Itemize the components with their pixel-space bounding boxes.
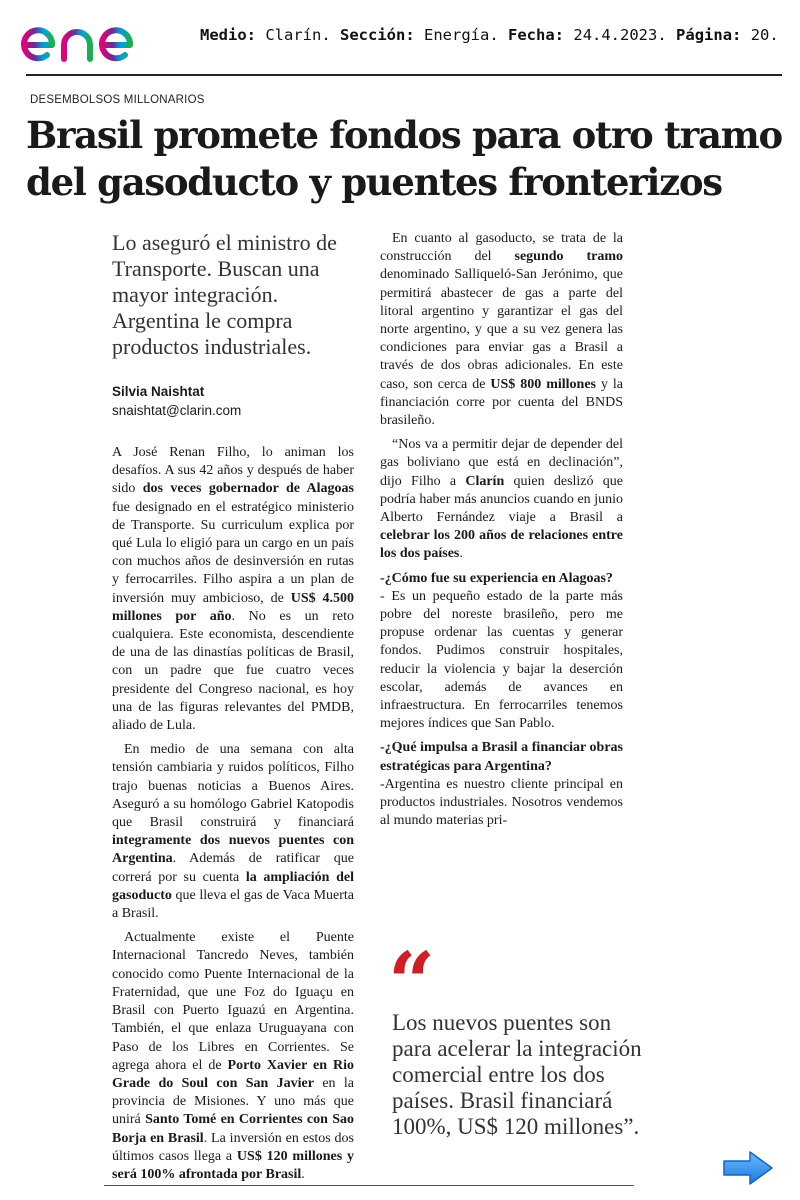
interview-answer-1: - Es un pequeño estado de la parte más pobre del noreste brasileño, pero me propuse ordenar las cuentas y generar fondos. Pudimos construir hospitales, reducir la violencia y bajar la deserción escolar, además de avances en infraestructura. En ferrocarriles tenemos mejores índices que San Pablo. [380, 588, 623, 732]
kicker: DESEMBOLSOS MILLONARIOS [30, 94, 205, 106]
headline-line-2: del gasoducto y puentes fronterizos [26, 160, 722, 204]
medio-label: Medio: [200, 26, 256, 44]
pagina-label: Página: [676, 26, 742, 44]
quote-mark-icon: “ [388, 935, 436, 1031]
p1-text-a: A José Renan Filho, lo animan los desafíos. A sus 42 años y después de haber sido [112, 445, 354, 497]
p1-bold-b: dos veces gobernador de Alagoas [142, 481, 355, 497]
p3-bold-b: Porto Xavier en Rio Grade do Soul con San Javier [112, 1057, 354, 1091]
enel-logo [16, 8, 181, 66]
p4-text-e: y la financiación corre por cuenta del BNDS brasileño. [380, 376, 623, 429]
p5-text-a: “Nos va a permitir dejar de depender del gas boliviano que está en declinación”, dijo Filho a [380, 437, 623, 489]
p1-text-c: fue designado en el estratégico ministerio de Transporte. Su curriculum explica por qué Lula lo eligió para un cargo en un país con muchos años de desinversión en rutas y ferrocarriles. Filho aspira a un plan de inversión muy ambicioso, de [112, 499, 354, 606]
p5-bold-b: Clarín [465, 473, 505, 489]
p3-text-a: Actualmente existe el Puente Internacional Tancredo Neves, también conocido como Puente Internacional de la Fraternidad, que une Foz do Iguaçu en Brasil con Puerto Iguazú en Argentina. También, el que enlaza Uruguayana con Paso de los Libres en Corrientes. Se agrega ahora el de [112, 930, 354, 1073]
p3-bold-f: US$ 120 millones y será 100% afrontada por Brasil [112, 1148, 354, 1182]
body-text-col2 [380, 230, 623, 831]
headline [26, 112, 786, 206]
subhead: Lo aseguró el ministro de Transporte. Buscan una mayor integración. Argentina le compra productos industriales. [112, 230, 337, 359]
interview-answer-2: -Argentina es nuestro cliente principal en productos industriales. Nosotros vendemos al mundo materias pri- [380, 776, 623, 829]
p3-text-e: . La inversión en estos dos últimos casos llega a [112, 1130, 354, 1164]
p4-bold-d: US$ 800 millones [490, 376, 596, 392]
pagina-value: 20. [750, 26, 779, 44]
interview-question-1: -¿Cómo fue su experiencia en Alagoas? [380, 570, 613, 586]
article-column-1 [112, 230, 354, 1190]
article-column-2 [380, 230, 623, 837]
footer-divider [104, 1185, 634, 1186]
masthead-line [200, 26, 779, 44]
p3-text-c: en la provincia de Misiones. Y uno más que unirá [112, 1075, 354, 1128]
seccion-label: Sección: [340, 26, 415, 44]
author-email: snaishtat@clarin.com [112, 403, 242, 418]
pull-quote: Los nuevos puentes son para acelerar la integración comercial entre los dos países. Brasil financiará 100%, US$ 120 millones”. [392, 1010, 642, 1139]
p4-text-c: denominado Salliqueló-San Jerónimo, que permitirá abastecer de gas a parte del litoral argentino y garantizar el gas del norte argentino, y que a su vez genera las condiciones para enviar gas a Brasil a través de dos obras adicionales. En este caso, son cerca de [380, 267, 623, 392]
interview-question-2: -¿Qué impulsa a Brasil a financiar obras estratégicas para Argentina? [380, 740, 623, 774]
p2-bold-d: la ampliación del gasoducto [112, 869, 354, 903]
medio-value: Clarín. [265, 26, 331, 44]
right-arrow-icon[interactable] [722, 1149, 774, 1187]
paragraph-4 [380, 230, 623, 430]
headline-line-1: Brasil promete fondos para otro tramo [26, 113, 782, 157]
p5-text-e: . [459, 546, 463, 562]
fecha-label: Fecha: [508, 26, 565, 44]
p2-bold-b: integramente dos nuevos puentes con Argentina [112, 833, 354, 867]
p3-bold-d: Santo Tomé en Corrientes con Sao Borja en Brasil [112, 1112, 354, 1146]
header-divider [26, 74, 782, 76]
p2-text-c: . Además de ratificar que correrá por su cuenta [112, 851, 354, 885]
p5-bold-d: celebrar los 200 años de relaciones entre los dos países [380, 528, 623, 562]
p1-text-e: . No es un reto cualquiera. Este economista, descendiente de una de las dinastías políticas de Brasil, con un padre que fue cuatro veces presidente del Congreso nacional, es hoy una de las figuras relevantes del PMDB, aliado de Lula. [112, 608, 354, 734]
fecha-value: 24.4.2023. [573, 26, 667, 44]
p2-text-e: que lleva el gas de Vaca Muerta a Brasil. [112, 887, 354, 922]
paragraph-5 [380, 436, 623, 563]
p4-bold-b: segundo tramo [514, 249, 623, 265]
p5-text-c: quien deslizó que podría haber más anuncios cuando en junio Alberto Fernández viaje a Brasil a [380, 473, 623, 526]
seccion-value: Energía. [424, 26, 499, 44]
paragraph-1 [112, 444, 354, 735]
paragraph-3-start [112, 929, 354, 1184]
author-byline: Silvia Naishtat [112, 384, 205, 399]
p3-text-g: . [301, 1166, 305, 1182]
p1-bold-d: US$ 4.500 millones por año [112, 590, 354, 624]
body-text-col1 [112, 444, 354, 1184]
p4-text-a: En cuanto al gasoducto, se trata de la construcción del [380, 231, 623, 265]
p2-text-a: En medio de una semana con alta tensión cambiaria y ruidos políticos, Filho trajo buenas noticias a Buenos Aires. Aseguró a su homólogo Gabriel Katopodis que Brasil construirá y financiará [112, 742, 354, 831]
paragraph-2 [112, 741, 354, 923]
